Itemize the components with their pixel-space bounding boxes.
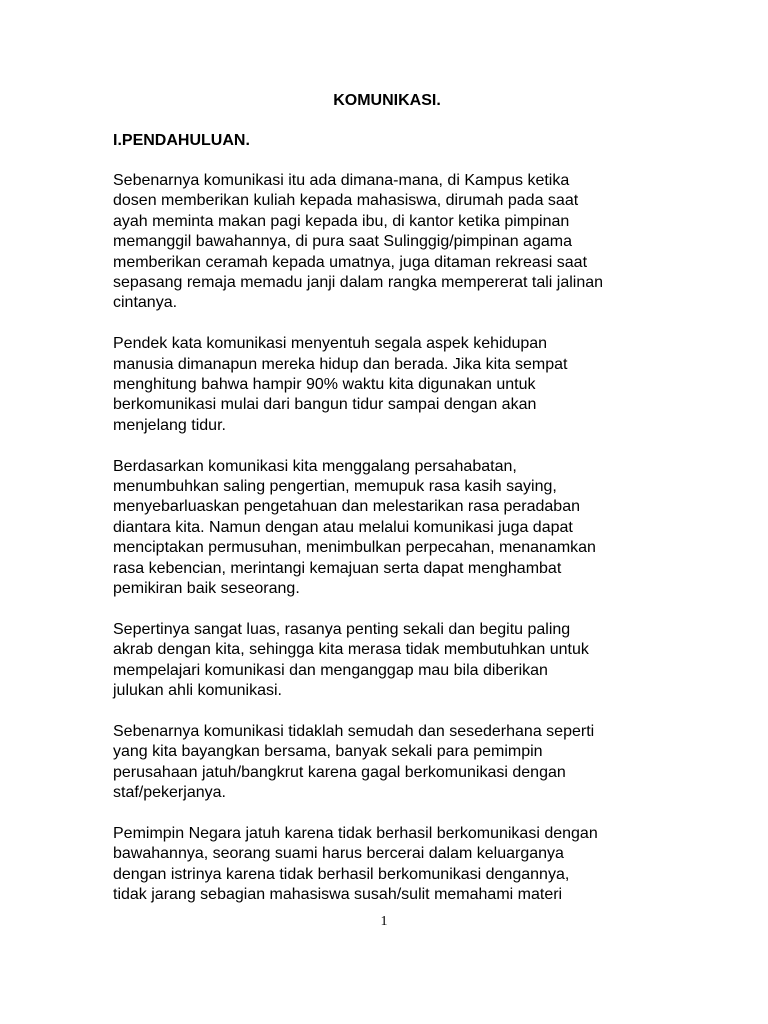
section-heading: I.PENDAHULUAN. (113, 132, 250, 149)
paragraph: Sepertinya sangat luas, rasanya penting sekali dan begitu paling akrab dengan kita, sehingga kita merasa tidak membutuhkan untuk mempelajari komunikasi dan menganggap mau bila diberikan julukan ahli komunikasi. (113, 620, 589, 700)
paragraph: Sebenarnya komunikasi tidaklah semudah dan sesederhana seperti yang kita bayangkan bersama, banyak sekali para pemimpin perusahaan jatuh/bangkrut karena gagal berkomunikasi dengan staf/pekerjanya. (113, 722, 595, 802)
paragraph: Pemimpin Negara jatuh karena tidak berhasil berkomunikasi dengan bawahannya, seorang suami harus bercerai dalam keluarganya dengan istrinya karena tidak berhasil berkomunikasi dengannya, tidak jarang sebagian mahasiswa susah/sulit memahami materi (113, 824, 598, 904)
paragraph: Berdasarkan komunikasi kita menggalang persahabatan, menumbuhkan saling pengertian, memupuk rasa kasih saying, menyebarluaskan pengetahuan dan melestarikan rasa peradaban diantara kita. Namun dengan atau melalui komunikasi juga dapat menciptakan permusuhan, menimbulkan perpecahan, menanamkan rasa kebencian, merintangi kemajuan serta dapat menghambat pemikiran baik seseorang. (113, 457, 596, 598)
paragraph: Pendek kata komunikasi menyentuh segala aspek kehidupan manusia dimanapun mereka hidup dan berada. Jika kita sempat menghitung bahwa hampir 90% waktu kita digunakan untuk berkomunikasi mulai dari bangun tidur sampai dengan akan menjelang tidur. (113, 335, 568, 434)
document-title: KOMUNIKASI. (333, 92, 441, 109)
paragraph: Sebenarnya komunikasi itu ada dimana-mana, di Kampus ketika dosen memberikan kuliah kepada mahasiswa, dirumah pada saat ayah meminta makan pagi kepada ibu, di kantor ketika pimpinan memanggil bawahannya, di pura saat Sulinggig/pimpinan agama memberikan ceramah kepada umatnya, juga ditaman rekreasi saat sepasang remaja memadu janji dalam rangka mempererat tali jalinan cintanya. (113, 172, 604, 312)
page-number: 1 (380, 914, 388, 929)
document-body (113, 131, 673, 926)
